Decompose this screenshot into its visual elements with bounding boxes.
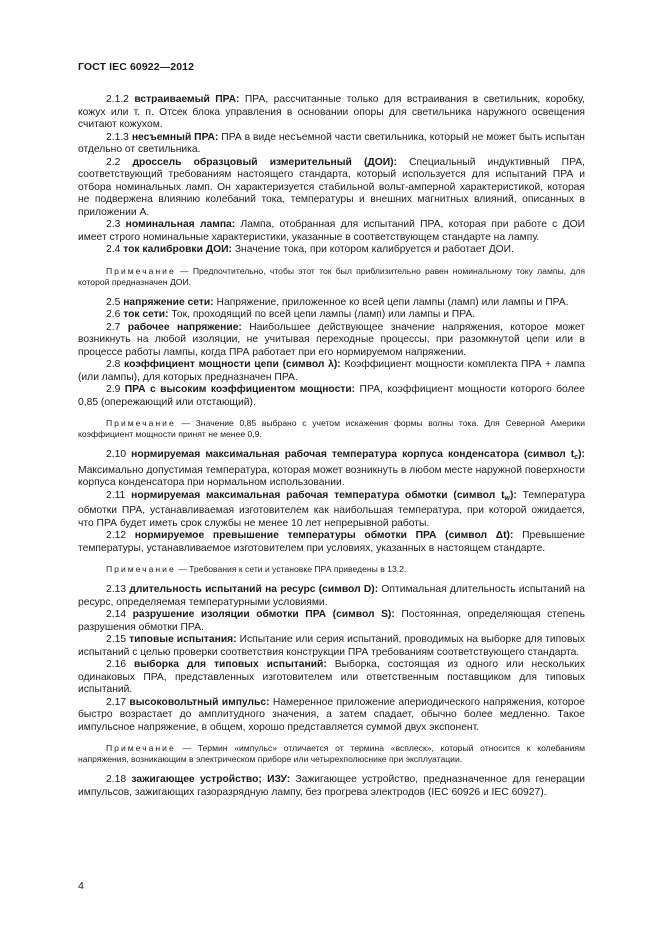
clause-2-12: 2.12 нормируемое превышение температуры обмотки ПРА (символ Δt): Превышение температуры, устанавливаемое изготовителем при условиях, указанных в настоящем стандарте.: [78, 530, 585, 554]
clause-2-7: 2.7 рабочее напряжение: Наибольшее действующее значение напряжения, которое может возникнуть на любой изоляции, не учитывая переходные процессы, при разомкнутой цепи или в процессе работы лампы, когда ПРА работает при его нормируемом напряжении.: [78, 321, 585, 358]
note-1: Примечание — Предпочтительно, чтобы этот ток был приблизительно равен номинальному току лампы, для которой предназначен ДОИ.: [78, 265, 585, 287]
clause-2-1-3: 2.1.3 несъемный ПРА: ПРА в виде несъемной части светильника, который не может быть испытан отдельно от светильника.: [78, 131, 585, 155]
clause-2-1-2: 2.1.2 встраиваемый ПРА: ПРА, рассчитанные только для встраивания в светильник, коробку, кожух или т. п. Отсек блока управления в основании опоры для светильника наружного освещения считают кожухом.: [78, 94, 585, 130]
clause-2-2: 2.2 дроссель образцовый измерительный (ДОИ): Специальный индуктивный ПРА, соответствующий требованиям настоящего стандарта, который используется для испытаний ПРА и отбора номинальных ламп. Он характеризуется стабильной вольт-амперной характеристикой, которая не подвержена влиянию колебаний тока, температуры и внешних магнитных влияний, описанных в приложении А.: [78, 156, 585, 218]
clause-2-15: 2.15 типовые испытания: Испытание или серия испытаний, проводимых на выборке для типовых испытаний с целью проверки соответствия конструкции ПРА требованиям соответствующего стандарта.: [78, 634, 585, 658]
note-3: Примечание — Требования к сети и установке ПРА приведены в 13.2.: [106, 564, 407, 574]
document-body: [78, 94, 585, 799]
clause-2-18: 2.18 зажигающее устройство; ИЗУ: Зажигающее устройство, предназначенное для генерации импульсов, зажигающих газоразрядную лампу, без прогрева электродов (IEC 60926 и IEC 60927).: [78, 774, 585, 798]
clause-2-16: 2.16 выборка для типовых испытаний: Выборка, состоящая из одного или нескольких одинаковых ПРА, представленных изготовителем или ответственным поставщиком для типовых испытаний.: [78, 659, 585, 695]
clause-2-10: 2.10 нормируемая максимальная рабочая температура корпуса конденсатора (символ $t_c$): Максимально допустимая температура, которая может возникнуть в любом месте наружной поверхности корпуса конденсатора при нормальном использовании.: [78, 449, 585, 488]
clause-2-5: 2.5 напряжение сети: Напряжение, приложенное ко всей цепи лампы (ламп) или лампы и ПРА.: [106, 296, 569, 308]
note-4: Примечание — Термин «импульс» отличается от термина «всплеск», который относится к колебаниям напряжения, возникающим в электрическом приборе или четырехполюснике при эксплуатации.: [78, 743, 585, 764]
clause-2-14: 2.14 разрушение изоляции обмотки ПРА (символ S): Постоянная, определяющая степень разрушения обмотки ПРА.: [78, 609, 585, 633]
clause-2-8: 2.8 коэффициент мощности цепи (символ λ): Коэффициент мощности комплекта ПРА + лампа (или лампы), для которых предназначен ПРА.: [78, 359, 586, 383]
document-header: ГОСТ IEC 60922—2012: [78, 61, 195, 73]
clause-2-13: 2.13 длительность испытаний на ресурс (символ D): Оптимальная длительность испытаний на ресурс, определяемая температурными условиями.: [78, 584, 585, 608]
note-2: Примечание — Значение 0,85 выбрано с учетом искажения формы волны тока. Для Северной Америки коэффициент мощности принят не менее 0,9.: [78, 418, 585, 439]
clause-2-9: 2.9 ПРА с высоким коэффициентом мощности: ПРА, коэффициент мощности которого более 0,85 (опережающий или отстающий).: [78, 384, 585, 408]
clause-2-6: 2.6 ток сети: Ток, проходящий по всей цепи лампы (ламп) или лампы и ПРА.: [106, 309, 476, 320]
clause-2-11: 2.11 нормируемая максимальная рабочая температура обмотки (символ $t_w$): Температура обмотки ПРА, устанавливаемая изготовителем как наибольшая температура, при которой ожидается, что ПРА будет иметь срок службы не менее 10 лет непрерывной работы.: [78, 489, 585, 529]
clause-2-3: 2.3 номинальная лампа: Лампа, отобранная для испытаний ПРА, которая при работе с ДОИ имеет строго номинальные характеристики, указанные в соответствующем стандарте на лампу.: [78, 219, 585, 243]
clause-2-4: 2.4 ток калибровки ДОИ: Значение тока, при котором калибруется и работает ДОИ.: [106, 244, 514, 255]
clause-2-17: 2.17 высоковольтный импульс: Намеренное приложение апериодического напряжения, которое быстро возрастает до амплитудного значения, а затем спадает, обычно более медленно. Такое импульсное напряжение, в общем, хорошо представляется суммой двух экспонент.: [78, 696, 585, 733]
page-number: 4: [78, 880, 84, 892]
